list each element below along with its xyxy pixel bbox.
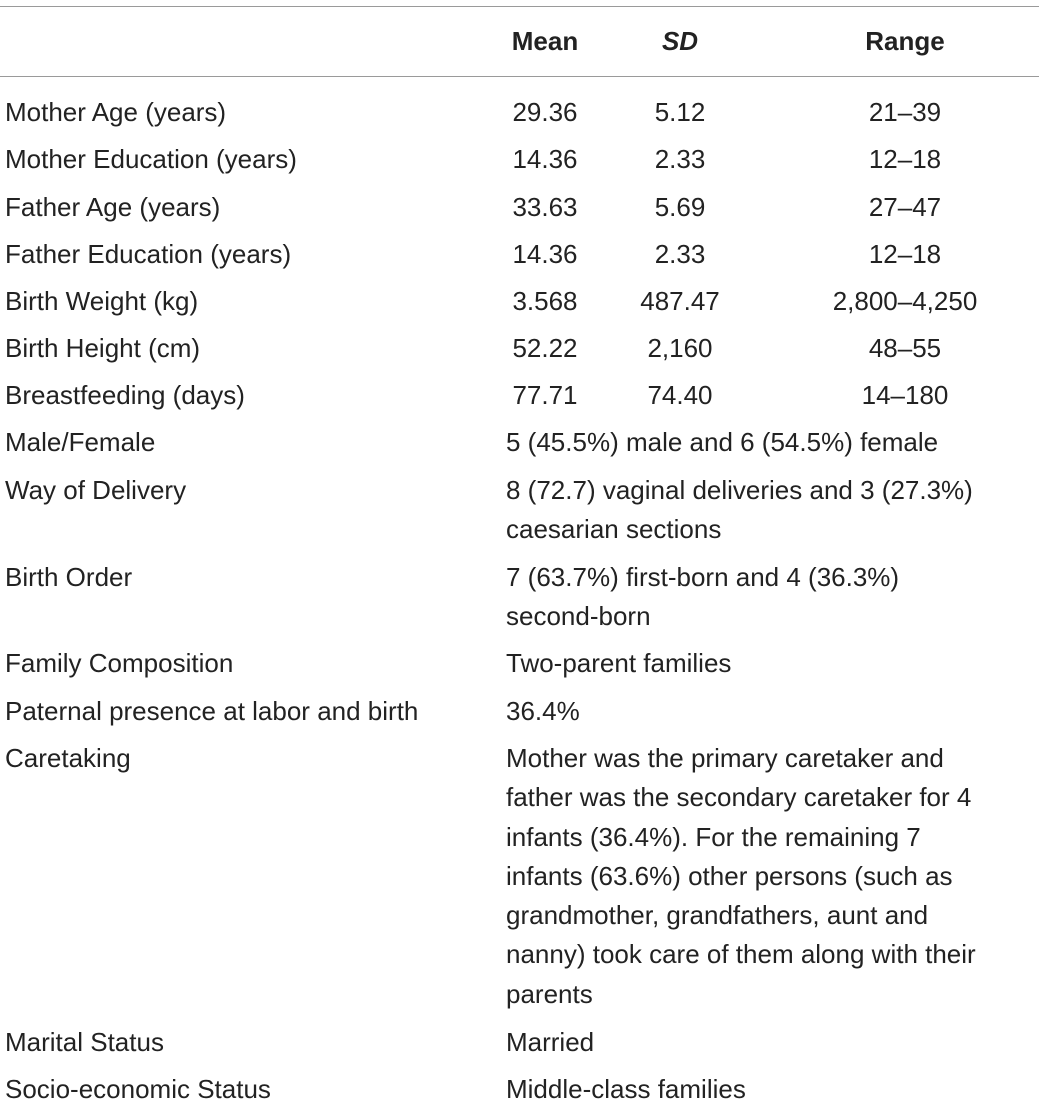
row-range: 12–18 <box>868 144 942 174</box>
row-sd: 74.40 <box>647 380 713 410</box>
row-sd: 2.33 <box>654 239 706 269</box>
row-sd: 5.12 <box>654 97 706 127</box>
row-label: Birth Height (cm) <box>5 333 201 363</box>
row-label: Birth Order <box>5 562 133 592</box>
row-mean: 77.71 <box>512 380 578 410</box>
row-value: Married <box>506 1027 595 1057</box>
row-mean: 52.22 <box>512 333 578 363</box>
row-range: 12–18 <box>868 239 942 269</box>
row-label: Socio-economic Status <box>5 1074 271 1104</box>
row-sd: 2,160 <box>647 333 713 363</box>
row-sd: 487.47 <box>640 286 720 316</box>
row-mean: 29.36 <box>512 97 578 127</box>
row-label: Way of Delivery <box>5 475 187 505</box>
row-label: Family Composition <box>5 648 234 678</box>
row-label: Marital Status <box>5 1027 164 1057</box>
row-label: Mother Age (years) <box>5 97 227 127</box>
header-sd: SD <box>661 26 699 56</box>
row-mean: 14.36 <box>512 239 578 269</box>
row-label: Paternal presence at labor and birth <box>5 696 419 726</box>
row-label: Mother Education (years) <box>5 144 297 174</box>
row-value: Two-parent families <box>506 648 732 678</box>
row-label: Father Age (years) <box>5 192 221 222</box>
header-mean: Mean <box>511 26 579 56</box>
row-value: 7 (63.7%) first-born and 4 (36.3%) second-born <box>506 562 900 632</box>
row-mean: 3.568 <box>512 286 578 316</box>
row-sd: 5.69 <box>654 192 706 222</box>
row-value: 8 (72.7) vaginal deliveries and 3 (27.3%) caesarian sections <box>506 475 973 545</box>
row-label: Male/Female <box>5 427 156 457</box>
row-range: 21–39 <box>868 97 942 127</box>
row-mean: 33.63 <box>512 192 578 222</box>
row-value: 36.4% <box>506 696 580 726</box>
row-range: 2,800–4,250 <box>832 286 978 316</box>
row-range: 27–47 <box>868 192 942 222</box>
row-label: Breastfeeding (days) <box>5 380 245 410</box>
row-value: Middle-class families <box>506 1074 746 1104</box>
row-label: Father Education (years) <box>5 239 292 269</box>
row-range: 14–180 <box>861 380 949 410</box>
table-top-rule <box>0 6 1039 7</box>
row-value: 5 (45.5%) male and 6 (54.5%) female <box>506 427 939 457</box>
row-label: Birth Weight (kg) <box>5 286 199 316</box>
row-mean: 14.36 <box>512 144 578 174</box>
table-header-rule <box>0 76 1039 77</box>
row-label: Caretaking <box>5 743 131 773</box>
row-value: Mother was the primary caretaker and father was the secondary caretaker for 4 infants (36.4%). For the remaining 7 infants (63.6%) other persons (such as grandmother, grandfathers, aunt and nanny) took care of them along with their parents <box>506 743 976 1009</box>
row-sd: 2.33 <box>654 144 706 174</box>
header-range: Range <box>865 26 945 56</box>
row-range: 48–55 <box>868 333 942 363</box>
